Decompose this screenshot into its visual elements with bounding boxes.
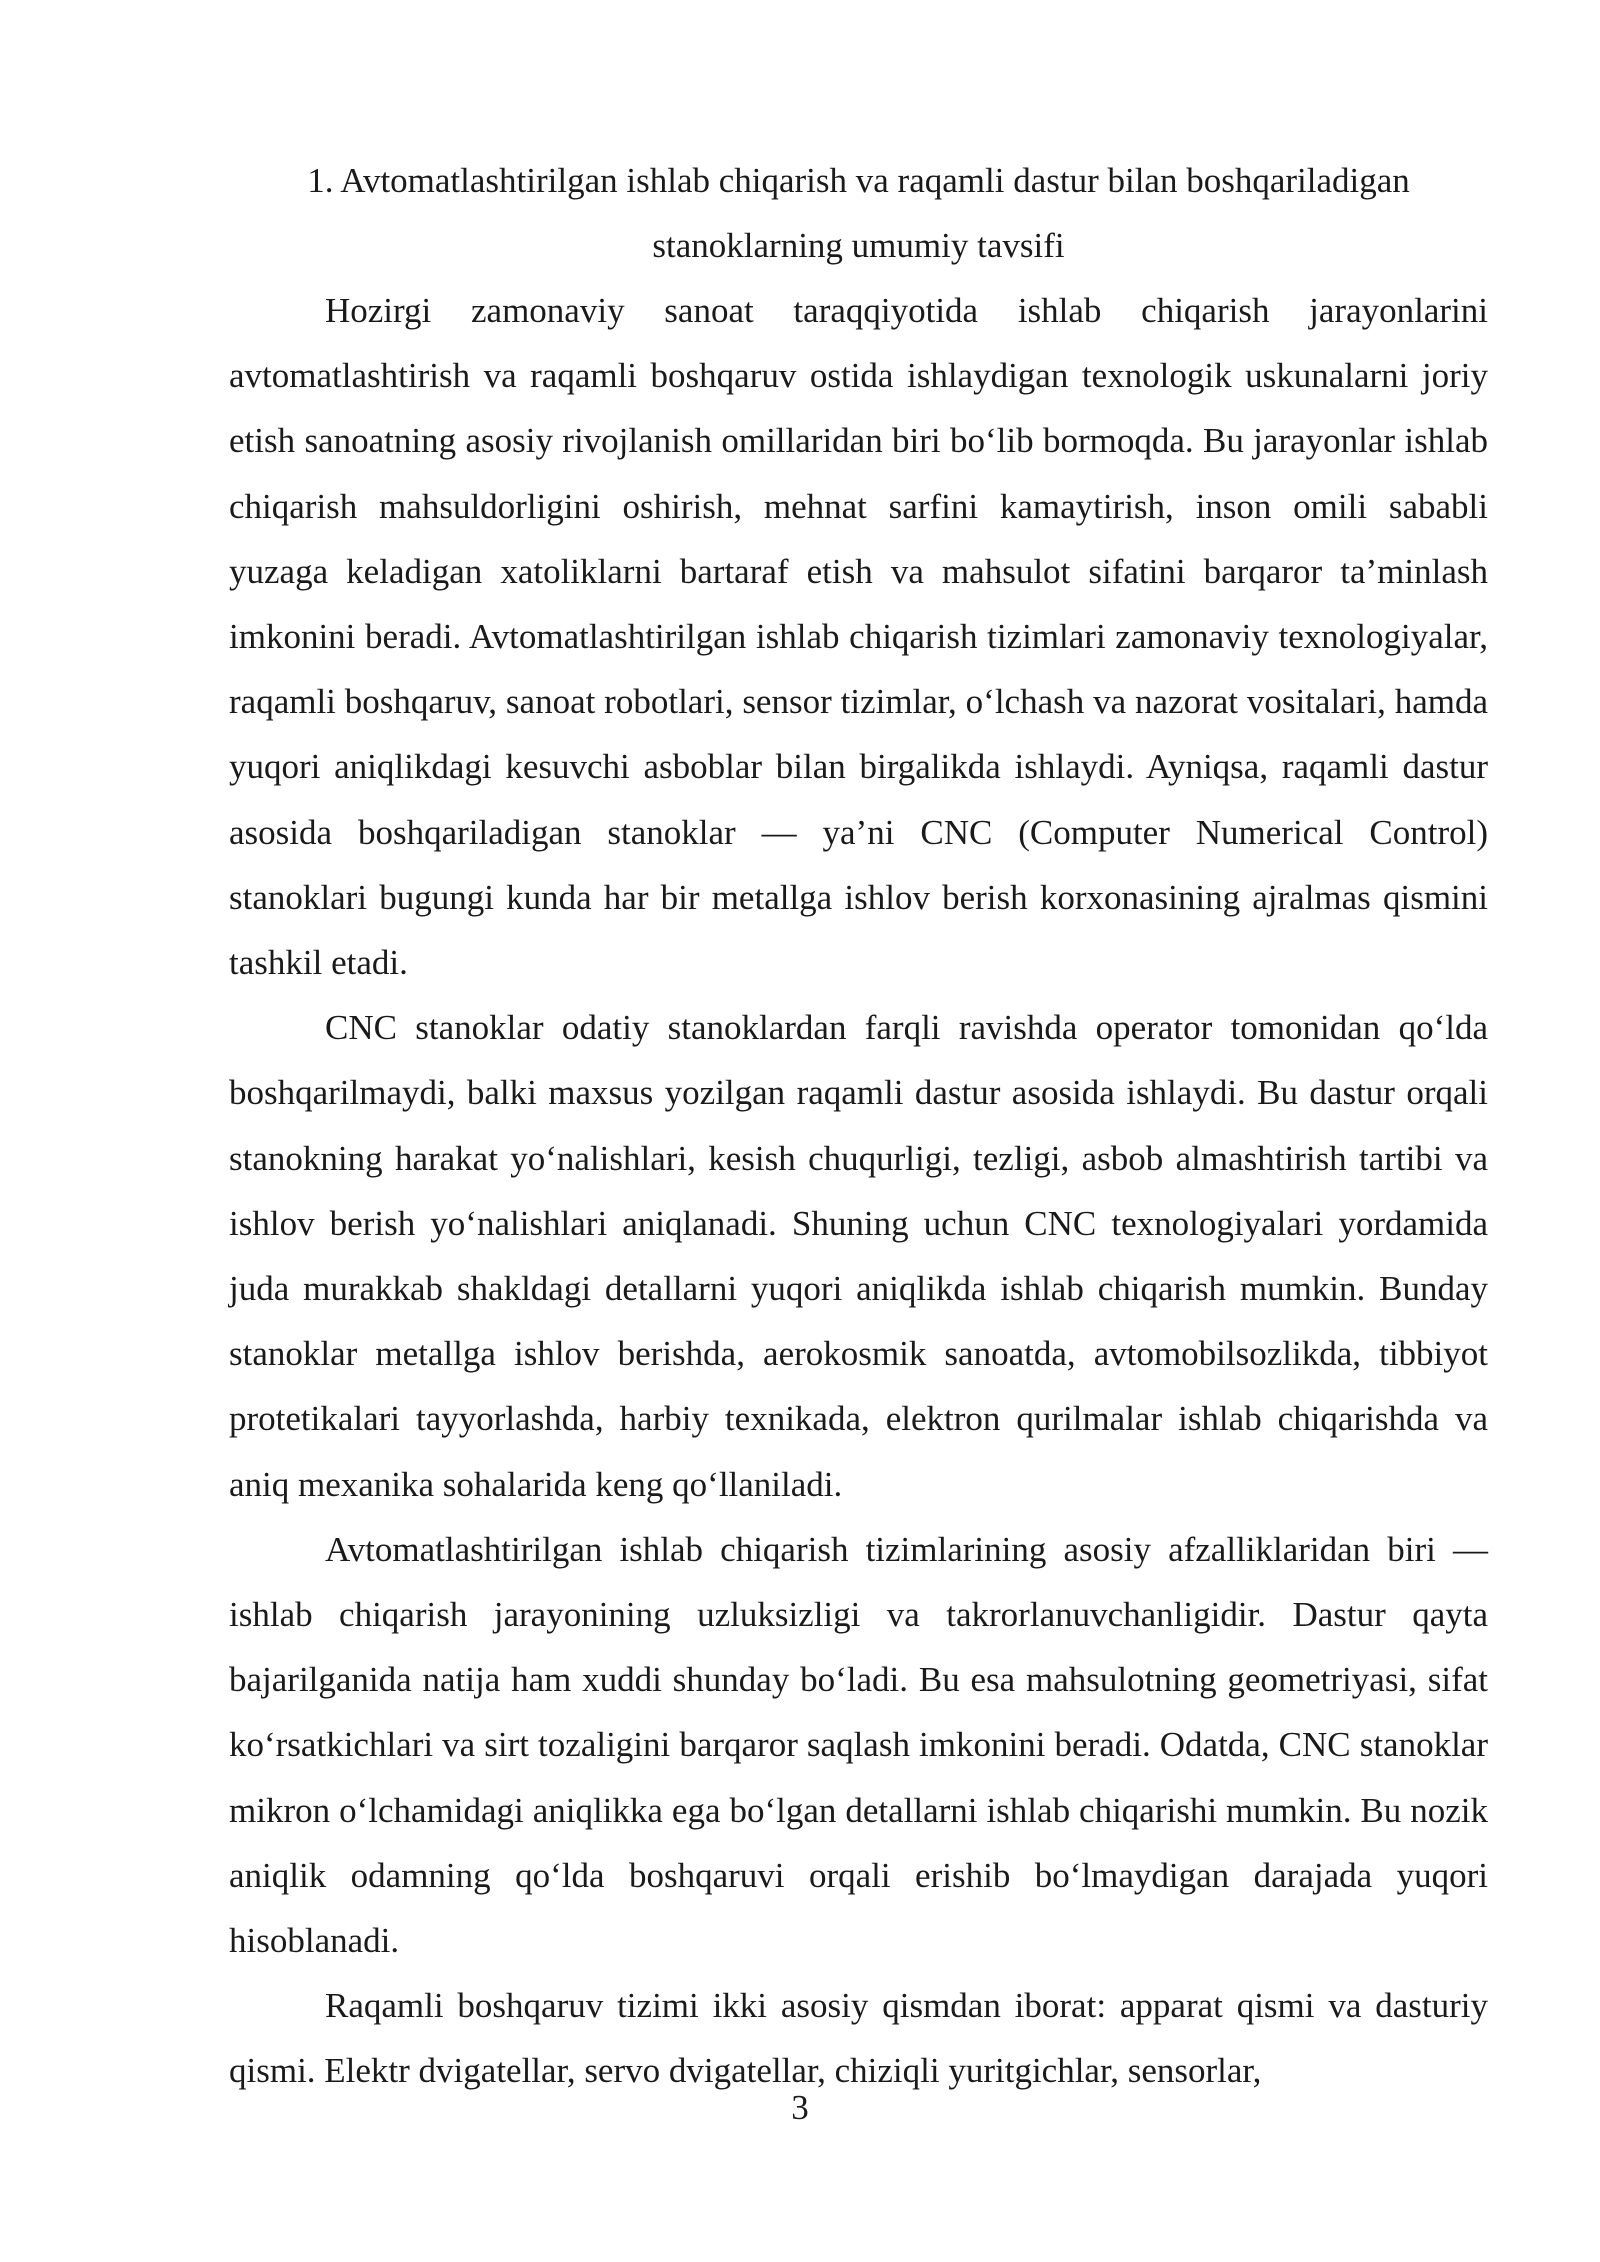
paragraph-cnc: CNC stanoklar odatiy stanoklardan farqli ravishda operator tomonidan qoʻlda boshqarilmaydi, balki maxsus yozilgan raqamli dastur asosida ishlaydi. Bu dastur orqali stanokning harakat yoʻnalishlari, kesish chuqurligi, tezligi, asbob almashtirish tartibi va ishlov berish yoʻnalishlari aniqlanadi. Shuning uchun CNC texnologiyalari yordamida juda murakkab shakldagi detallarni yuqori aniqlikda ishlab chiqarish mumkin. Bunday stanoklar metallga ishlov berishda, aerokosmik sanoatda, avtomobilsozlikda, tibbiyot protetikalari tayyorlashda, harbiy texnikada, elektron qurilmalar ishlab chiqarishda va aniq mexanika sohalarida keng qoʻllaniladi. <box>229 1008 1488 1504</box>
page-number: 3 <box>791 2088 809 2127</box>
paragraph-intro: Hozirgi zamonaviy sanoat taraqqiyotida ishlab chiqarish jarayonlarini avtomatlashtirish va raqamli boshqaruv ostida ishlaydigan texnologik uskunalarni joriy etish sanoatning asosiy rivojlanish omillaridan biri boʻlib bormoqda. Bu jarayonlar ishlab chiqarish mahsuldorligini oshirish, mehnat sarfini kamaytirish, inson omili sababli yuzaga keladigan xatoliklarni bartaraf etish va mahsulot sifatini barqaror ta’minlash imkonini beradi. Avtomatlashtirilgan ishlab chiqarish tizimlari zamonaviy texnologiyalar, raqamli boshqaruv, sanoat robotlari, sensor tizimlar, oʻlchash va nazorat vositalari, hamda yuqori aniqlikdagi kesuvchi asboblar bilan birgalikda ishlaydi. Ayniqsa, raqamli dastur asosida boshqariladigan stanoklar — ya’ni CNC (Computer Numerical Control) stanoklari bugungi kunda har bir metallga ishlov berish korxonasining ajralmas qismini tashkil etadi. <box>229 291 1488 983</box>
document-page <box>229 148 1488 2104</box>
paragraph-control-system: Raqamli boshqaruv tizimi ikki asosiy qismdan iborat: apparat qismi va dasturiy qismi. Elektr dvigatellar, servo dvigatellar, chiziqli yuritgichlar, sensorlar, <box>229 1986 1488 2091</box>
section-heading: 1. Avtomatlashtirilgan ishlab chiqarish va raqamli dastur bilan boshqariladigan stanoklarning umumiy tavsifi <box>307 161 1410 265</box>
paragraph-advantages: Avtomatlashtirilgan ishlab chiqarish tizimlarining asosiy afzalliklaridan biri — ishlab chiqarish jarayonining uzluksizligi va takrorlanuvchanligidir. Dastur qayta bajarilganida natija ham xuddi shunday boʻladi. Bu esa mahsulotning geometriyasi, sifat koʻrsatkichlari va sirt tozaligini barqaror saqlash imkonini beradi. Odatda, CNC stanoklar mikron oʻlchamidagi aniqlikka ega boʻlgan detallarni ishlab chiqarishi mumkin. Bu nozik aniqlik odamning qoʻlda boshqaruvi orqali erishib boʻlmaydigan darajada yuqori hisoblanadi. <box>229 1529 1488 1961</box>
